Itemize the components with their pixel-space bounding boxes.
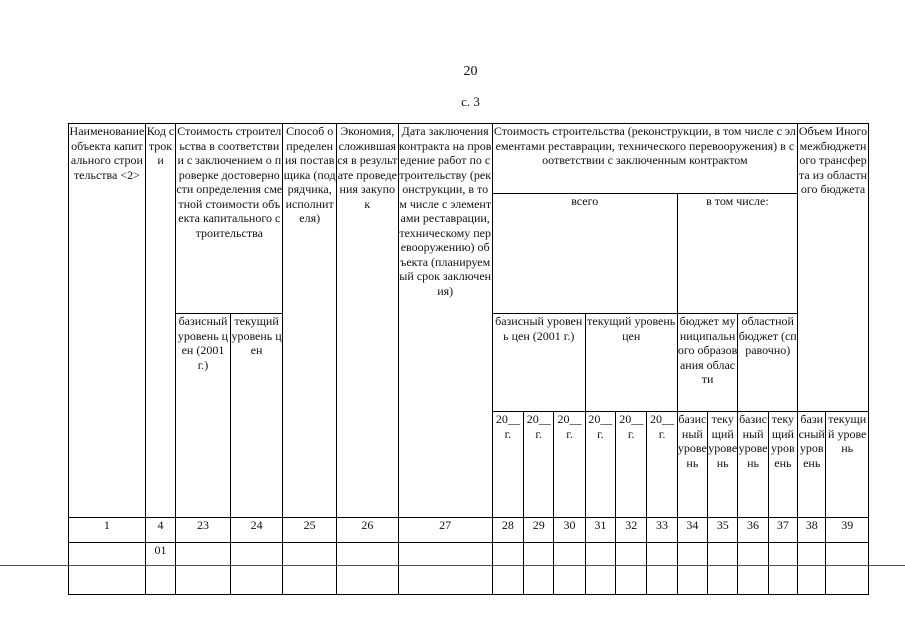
header-interbudget-transfer: Объем Иного межбюджетного трансферта из областного бюджета [798,124,869,412]
table-cell [230,543,283,566]
table-cell [554,566,585,595]
table-cell [176,543,231,566]
table-cell [176,566,231,595]
column-number: 1 [69,518,146,543]
header-contract-current-level: текущий уровень цен [585,314,677,412]
column-number: 39 [826,518,869,543]
table-cell [492,543,523,566]
table-row [69,566,869,595]
header-municipal-current: текущий уровень [708,412,738,518]
table-cell [398,566,492,595]
header-year-30: 20__ г. [554,412,585,518]
header-regional-current: текущий уровень [768,412,797,518]
header-object-name: Наименование объекта капитального строительства <2> [69,124,146,518]
scan-line [0,565,905,566]
table-cell [283,566,337,595]
row-code [145,566,175,595]
section-number: с. 3 [461,94,480,109]
table-cell [585,543,615,566]
table-cell [492,566,523,595]
column-number: 34 [677,518,707,543]
table-cell [616,566,647,595]
column-number: 24 [230,518,283,543]
header-expertise-base-level: базисный уровень цен (2001 г.) [176,314,231,518]
table-cell [798,543,826,566]
table-cell [585,566,615,595]
table-cell [738,566,768,595]
table-cell [677,543,707,566]
table-cell [768,543,797,566]
header-contract-base-level: базисный уровень цен (2001 г.) [492,314,585,412]
header-municipal-budget: бюджет муниципального образования области [677,314,738,412]
table-cell [708,543,738,566]
column-number: 28 [492,518,523,543]
column-number: 30 [554,518,585,543]
column-number: 23 [176,518,231,543]
table-cell [708,566,738,595]
header-savings: Экономия, сложившаяся в результате проведения закупок [336,124,398,518]
header-total: всего [492,194,677,314]
column-number: 27 [398,518,492,543]
table-cell [768,566,797,595]
table-cell [616,543,647,566]
header-regional-budget: областной бюджет (справочно) [738,314,798,412]
column-number: 33 [647,518,677,543]
table-cell [554,543,585,566]
row-code: 01 [145,543,175,566]
header-year-33: 20__ г. [647,412,677,518]
table-cell [826,566,869,595]
column-number: 37 [768,518,797,543]
header-cost-expertise: Стоимость строительства в соответствии с заключением о проверке достоверности определения сметной стоимости объекта капитального строительства [176,124,283,314]
table-cell [230,566,283,595]
table-cell [738,543,768,566]
table-cell [524,543,554,566]
report-table [68,123,869,595]
header-procurement-method: Способ определения поставщика (подрядчика, исполнителя) [283,124,337,518]
column-number: 29 [524,518,554,543]
table-cell [647,543,677,566]
table-cell [826,543,869,566]
column-number: 35 [708,518,738,543]
header-year-28: 20__ г. [492,412,523,518]
header-municipal-base: базисный уровень [677,412,707,518]
table-cell [398,543,492,566]
header-row-code: Код строки [145,124,175,518]
table-cell [283,543,337,566]
column-number: 4 [145,518,175,543]
column-number: 32 [616,518,647,543]
header-regional-base: базисный уровень [738,412,768,518]
table-cell [524,566,554,595]
header-expertise-current-level: текущий уровень цен [230,314,283,518]
table-cell [69,566,146,595]
header-including: в том числе: [677,194,797,314]
table-row [69,543,869,566]
header-contract-date: Дата заключения контракта на проведение работ по строительству (реконструкции, в том числе с элементами реставрации, техническому перевооружению) объекта (планируемый срок заключения) [398,124,492,518]
table-cell [336,566,398,595]
header-year-29: 20__ г. [524,412,554,518]
column-number-row [69,518,869,543]
table-cell [647,566,677,595]
column-number: 38 [798,518,826,543]
column-number: 36 [738,518,768,543]
table-cell [69,543,146,566]
header-cost-contract: Стоимость строительства (реконструкции, в том числе с элементами реставрации, технического перевооружения) в соответствии с заключенным контрактом [492,124,797,194]
header-transfer-base: базисный уровень [798,412,826,518]
header-transfer-current: текущий уровень [826,412,869,518]
header-year-31: 20__ г. [585,412,615,518]
table-cell [798,566,826,595]
table-cell [677,566,707,595]
table-cell [336,543,398,566]
header-year-32: 20__ г. [616,412,647,518]
column-number: 26 [336,518,398,543]
page-number: 20 [463,64,478,79]
column-number: 25 [283,518,337,543]
column-number: 31 [585,518,615,543]
